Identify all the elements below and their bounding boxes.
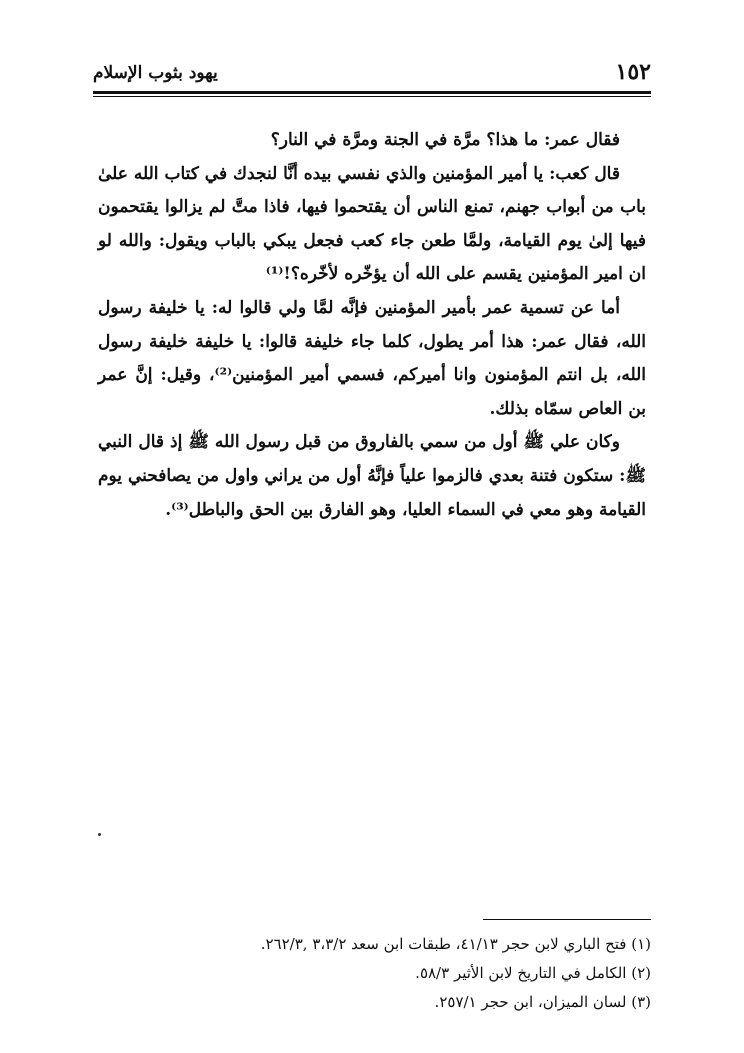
header-rule-thick: [93, 91, 651, 94]
header-rule-thin: [93, 96, 651, 97]
page-header: [93, 58, 651, 86]
paragraph-2: قال كعب: يا أمير المؤمنين والذي نفسي بيده أنَّا لنجدك في كتاب الله علىٰ باب من أبواب جهنم، تمنع الناس أن يقتحموا فيها، فاذا متَّ لم يزالوا يقتحمون فيها إلىٰ يوم القيامة، ولمَّا طعن جاء كعب فجعل يبكي بالباب ويقول: والله لو ان امير المؤمنين يقسم على الله أن يؤخّره لأخّره؟!⁽¹⁾: [98, 163, 646, 285]
footnote-separator: [483, 919, 651, 920]
paragraph-1: فقال عمر: ما هذا؟ مرَّة في الجنة ومرَّة في النار؟: [270, 130, 620, 150]
main-text: [98, 124, 646, 527]
footnote-2: (٢) الكامل في التاريخ لابن الأثير ٥٨/٣.: [415, 964, 651, 982]
running-title: يهود بثوب الإسلام: [93, 63, 218, 83]
stray-mark: [98, 833, 101, 836]
footnotes: [98, 930, 651, 1017]
footnote-3: (٣) لسان الميزان، ابن حجر ٢٥٧/١.: [434, 993, 651, 1011]
footnote-1: (١) فتح الباري لابن حجر ٤١/١٣، طبقات ابن سعد ٣،٣/٢ ,٢٦٢/٣.: [260, 935, 651, 953]
paragraph-3: أما عن تسمية عمر بأمير المؤمنين فإنَّه لمَّا ولي قالوا له: يا خليفة رسول الله، فقال عمر: هذا أمر يطول، كلما جاء خليفة قالوا: يا خليفة خليفة رسول الله، بل انتم المؤمنون وانا أميركم، فسمي أمير المؤمنين⁽²⁾، وقيل: إنَّ عمر بن العاص سمّاه بذلك.: [98, 297, 646, 419]
page-number: ١٥٢: [615, 59, 651, 85]
paragraph-4: وكان علي ﷺ أول من سمي بالفاروق من قبل رسول الله ﷺ إذ قال النبي ﷺ: ستكون فتنة بعدي فالزموا علياً فإنَّهُ أول من يراني واول من يصافحني يوم القيامة وهو معي في السماء العليا، وهو الفارق بين الحق والباطل⁽³⁾.: [98, 432, 646, 520]
